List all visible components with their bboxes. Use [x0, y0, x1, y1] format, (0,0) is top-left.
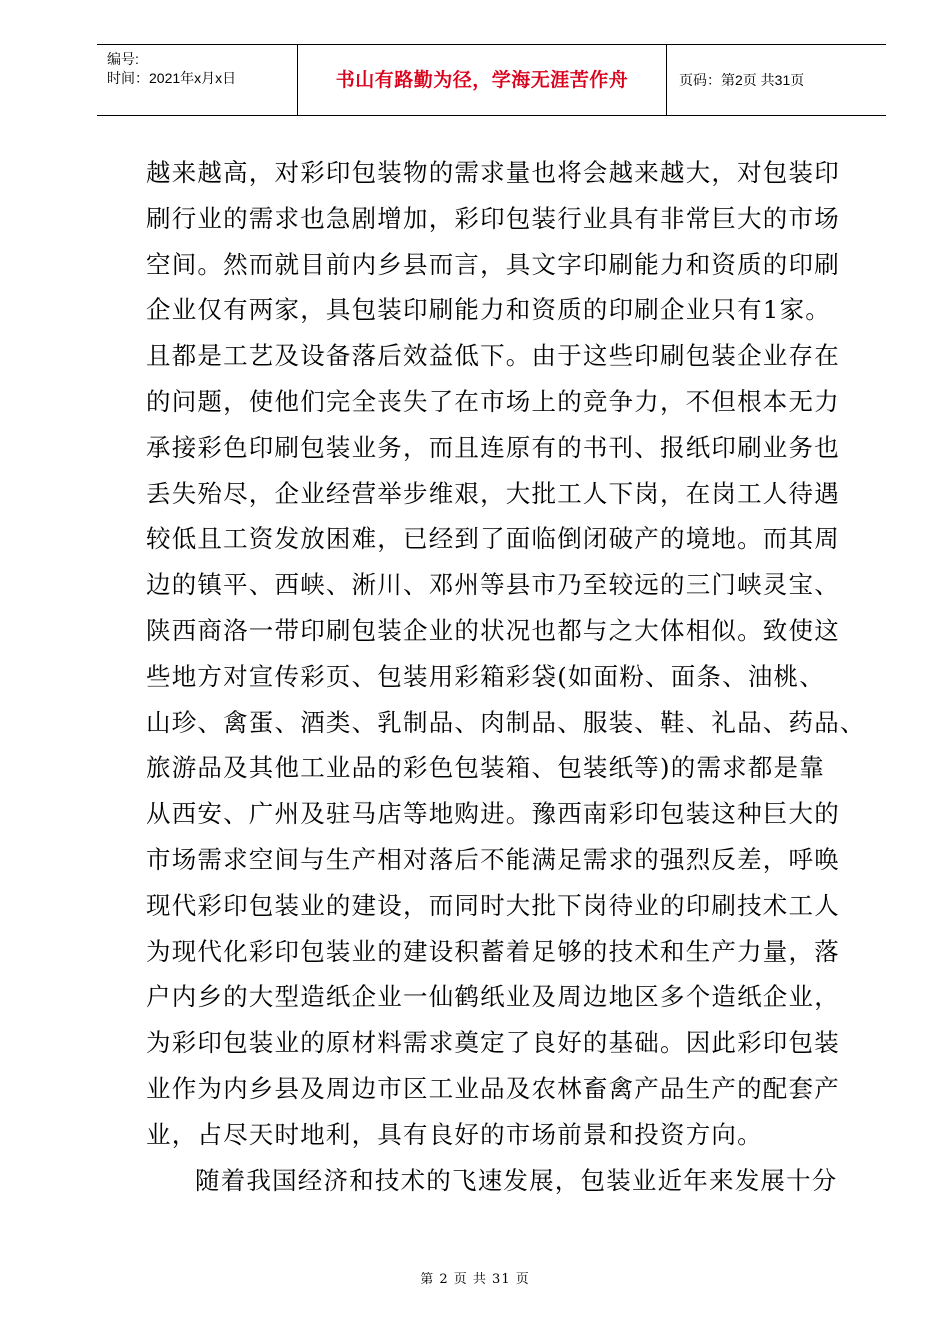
text-line: 为彩印包装业的原材料需求奠定了良好的基础。因此彩印包装 — [146, 1028, 840, 1058]
text-line: 较低且工资发放困难，已经到了面临倒闭破产的境地。而其周 — [146, 524, 840, 554]
body-text — [146, 150, 866, 1203]
text-line: 承接彩色印刷包装业务，而且连原有的书刊、报纸印刷业务也 — [146, 432, 840, 462]
text-line: 旅游品及其他工业品的彩色包装箱、包装纸等)的需求都是靠 — [146, 753, 825, 783]
text-line: 业，占尽天时地利，具有良好的市场前景和投资方向。 — [146, 1119, 763, 1149]
paragraph-start-line: 随着我国经济和技术的飞速发展，包装业近年来发展十分 — [195, 1165, 838, 1195]
header-divider — [666, 45, 667, 115]
page-header — [97, 44, 886, 116]
text-line: 为现代化彩印包装业的建设积蓄着足够的技术和生产力量，落 — [146, 936, 840, 966]
page-footer: 第 2 页 共 31 页 — [420, 1272, 530, 1287]
text-line: 现代彩印包装业的建设，而同时大批下岗待业的印刷技术工人 — [146, 890, 840, 920]
text-line: 企业仅有两家，具包装印刷能力和资质的印刷企业只有1家。 — [146, 295, 831, 325]
text-line: 的问题，使他们完全丧失了在市场上的竞争力，不但根本无力 — [146, 386, 840, 416]
header-page-number: 页码：第2页 共31页 — [679, 72, 805, 88]
header-meta — [107, 50, 236, 88]
text-line: 刷行业的需求也急剧增加，彩印包装行业具有非常巨大的市场 — [146, 203, 840, 233]
document-time-label: 时间：2021年x月x日 — [107, 70, 237, 86]
document-number-label: 编号: — [107, 51, 139, 67]
text-line: 些地方对宣传彩页、包装用彩箱彩袋(如面粉、面条、油桃、 — [146, 661, 825, 691]
text-line: 市场需求空间与生产相对落后不能满足需求的强烈反差，呼唤 — [146, 844, 840, 874]
header-motto: 书山有路勤为径，学海无涯苦作舟 — [335, 69, 629, 91]
text-line: 户内乡的大型造纸企业一仙鹤纸业及周边地区多个造纸企业， — [146, 982, 840, 1012]
text-line: 越来越高，对彩印包装物的需求量也将会越来越大，对包装印 — [146, 158, 840, 187]
text-line: 空间。然而就目前内乡县而言，具文字印刷能力和资质的印刷 — [146, 249, 840, 279]
text-line: 业作为内乡县及周边市区工业品及农林畜禽产品生产的配套产 — [146, 1073, 840, 1103]
text-line: 从西安、广州及驻马店等地购进。豫西南彩印包装这种巨大的 — [146, 799, 840, 829]
text-line: 陕西商洛一带印刷包装企业的状况也都与之大体相似。致使这 — [146, 615, 840, 645]
text-line: 山珍、禽蛋、酒类、乳制品、肉制品、服装、鞋、礼品、药品、 — [146, 707, 866, 737]
text-line: 边的镇平、西峡、淅川、邓州等县市乃至较远的三门峡灵宝、 — [146, 570, 840, 600]
text-line: 丢失殆尽，企业经营举步维艰，大批工人下岗，在岗工人待遇 — [146, 478, 840, 508]
text-line: 且都是工艺及设备落后效益低下。由于这些印刷包装企业存在 — [146, 341, 840, 371]
